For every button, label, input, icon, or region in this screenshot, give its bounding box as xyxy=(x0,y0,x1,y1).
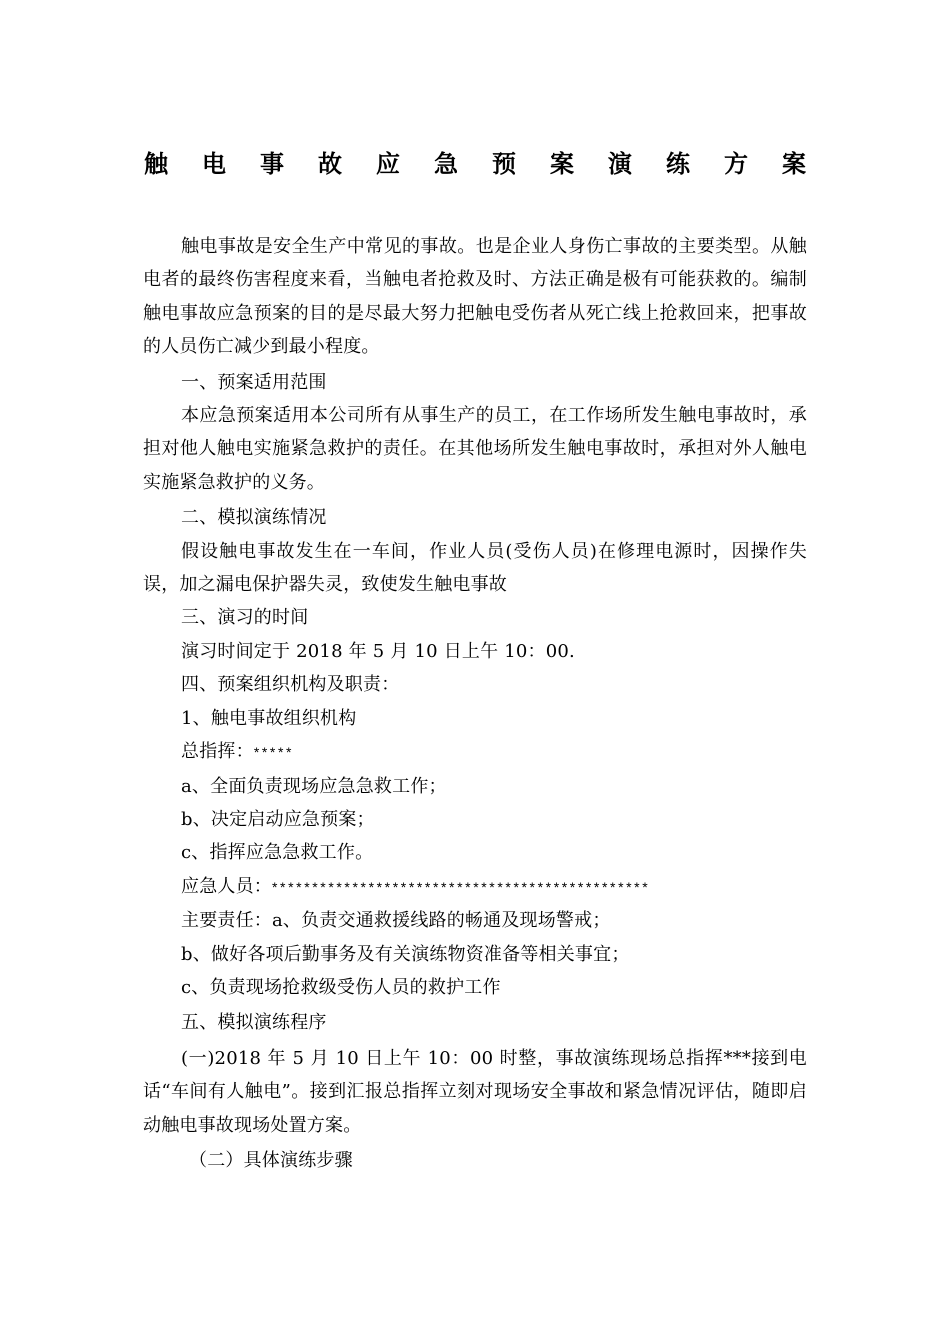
responder-duty-c: c、负责现场抢救级受伤人员的救护工作 xyxy=(181,976,501,998)
subsection-heading-organization: 1、触电事故组织机构 xyxy=(181,707,357,729)
responder-duty-b: b、做好各项后勤事务及有关演练物资准备等相关事宜； xyxy=(181,943,630,965)
title-char: 急 xyxy=(434,150,458,178)
commander-duty-c: c、指挥应急急救工作。 xyxy=(181,842,374,864)
responder-duty-a: 主要责任：a、负责交通救援线路的畅通及现场警戒； xyxy=(181,910,611,932)
title-char: 演 xyxy=(608,150,632,178)
document-title xyxy=(143,146,807,182)
procedure-step-1: (一)2018 年 5 月 10 日上午 10：00 时整，事故演练现场总指挥***接到电话“车间有人触电”。接到汇报总指挥立刻对现场安全事故和紧急情况评估，随即启动触电事故现场处置方案。 xyxy=(143,1047,807,1136)
commander-line xyxy=(143,735,807,769)
responders-line xyxy=(143,870,807,904)
title-char: 故 xyxy=(318,150,342,178)
document-body xyxy=(143,230,807,1177)
title-char: 应 xyxy=(376,150,400,178)
title-char: 触 xyxy=(144,150,168,178)
section-heading-organization: 四、预案组织机构及职责： xyxy=(181,674,400,696)
section-body-time: 演习时间定于 2018 年 5 月 10 日上午 10：00. xyxy=(181,640,575,662)
title-char: 电 xyxy=(202,150,226,178)
section-heading-scope: 一、预案适用范围 xyxy=(181,371,327,393)
commander-label: 总指挥： xyxy=(181,741,254,763)
intro-paragraph: 触电事故是安全生产中常见的事故。也是企业人身伤亡事故的主要类型。从触电者的最终伤害程度来看，当触电者抢救及时、方法正确是极有可能获救的。编制触电事故应急预案的目的是尽最大努力把触电受伤者从死亡线上抢救回来，把事故的人员伤亡减少到最小程度。 xyxy=(143,236,807,358)
responders-value: *********************************************** xyxy=(272,878,651,895)
title-char: 案 xyxy=(550,150,574,178)
section-heading-time: 三、演习的时间 xyxy=(181,607,309,629)
section-heading-procedure: 五、模拟演练程序 xyxy=(181,1012,327,1034)
section-heading-scenario: 二、模拟演练情况 xyxy=(181,507,327,529)
title-char: 练 xyxy=(666,150,690,178)
responders-label: 应急人员： xyxy=(181,875,272,897)
section-body-scenario: 假设触电事故发生在一车间，作业人员(受伤人员)在修理电源时，因操作失误，加之漏电保护器失灵，致使发生触电事故 xyxy=(143,540,807,596)
commander-value: ***** xyxy=(253,744,295,761)
title-char: 事 xyxy=(260,150,284,178)
procedure-step-2: （二）具体演练步骤 xyxy=(189,1149,353,1171)
commander-duty-a: a、全面负责现场应急急救工作； xyxy=(181,775,447,797)
title-char: 预 xyxy=(492,150,516,178)
title-char: 方 xyxy=(724,150,748,178)
title-char: 案 xyxy=(782,150,806,178)
commander-duty-b: b、决定启动应急预案； xyxy=(181,808,375,830)
section-body-scope: 本应急预案适用本公司所有从事生产的员工，在工作场所发生触电事故时，承担对他人触电实施紧急救护的责任。在其他场所发生触电事故时，承担对外人触电实施紧急救护的义务。 xyxy=(143,405,807,493)
